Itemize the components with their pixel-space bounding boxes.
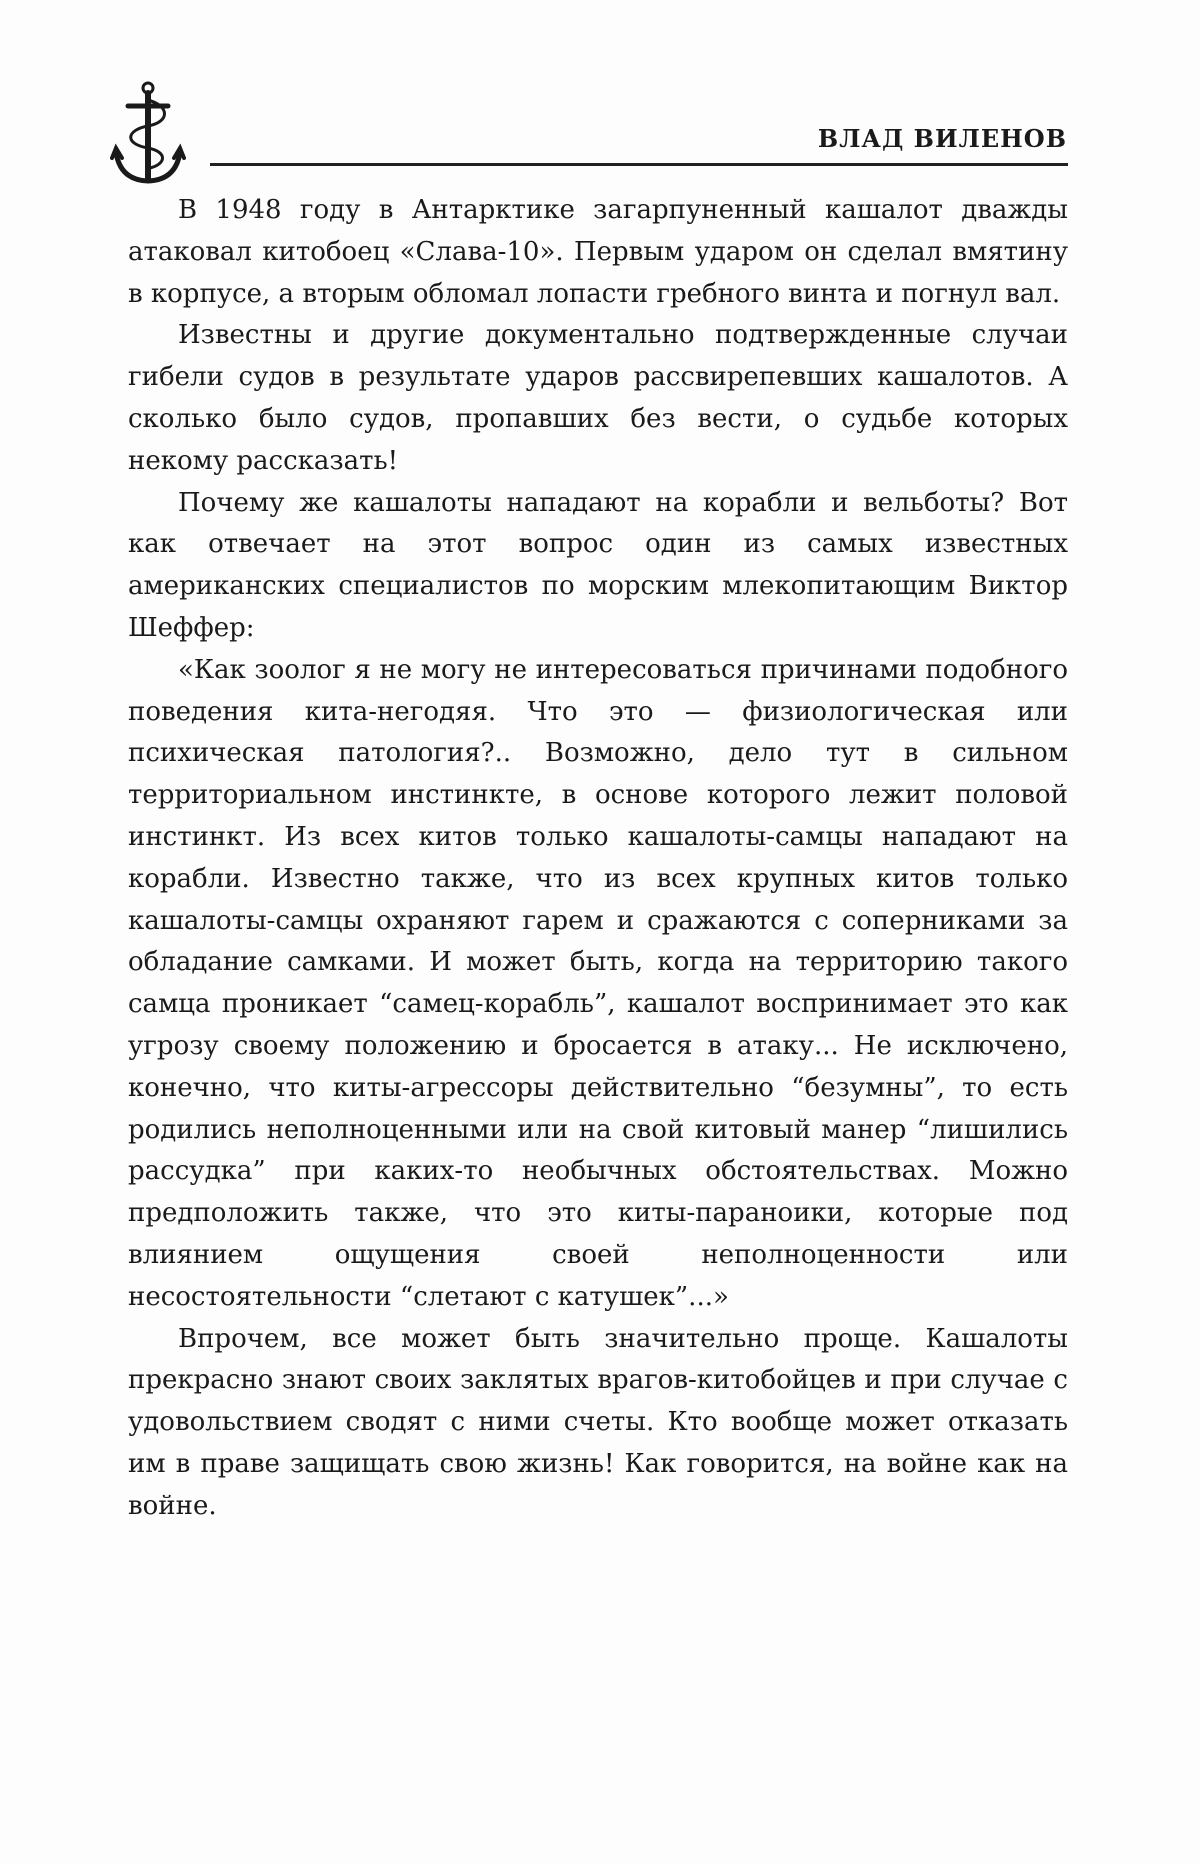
anchor-icon — [110, 80, 186, 190]
paragraph: Почему же кашалоты нападают на корабли и вельботы? Вот как отвечает на этот вопрос один из самых известных американских специалистов по морским млекопитающим Виктор Шеффер: — [128, 487, 1068, 643]
quote-paragraph: «Как зоолог я не могу не интересоваться причинами подобного поведения кита-негодяя. Что это — физиологическая или психическая патология?.. Возможно, дело тут в сильном территориальном инстинкте, в основе которого лежит половой инстинкт. Из всех китов только кашалоты-самцы нападают на корабли. Известно также, что из всех крупных китов только кашалоты-самцы охраняют гарем и сражаются с соперниками за обладание самками. И может быть, когда на территорию такого самца проникает “самец-корабль”, кашалот воспринимает это как угрозу своему положению и бросается в атаку... Не исключено, конечно, что киты-агрессоры действительно “безумны”, то есть родились неполноценными или на свой китовый манер “лишились рассудка” при каких-то необычных обстоятельствах. Можно предположить также, что это киты-параноики, которые под влиянием ощущения своей неполноценности или несостоятельности “слетают с катушек”...» — [128, 654, 1068, 1312]
paragraph: Впрочем, все может быть значительно проще. Кашалоты прекрасно знают своих заклятых врагов-китобойцев и при случае с удовольствием сводят с ними счеты. Кто вообще может отказать им в праве защищать свою жизнь! Как говорится, на войне как на войне. — [128, 1323, 1068, 1521]
running-head: ВЛАД ВИЛЕНОВ — [817, 124, 1067, 153]
header-rule — [210, 163, 1068, 166]
body-text — [128, 190, 1068, 1528]
paragraph: Известны и другие документально подтвержденные случаи гибели судов в результате ударов рассвирепевших кашалотов. А сколько было судов, пропавших без вести, о судьбе которых некому рассказать! — [128, 320, 1068, 476]
paragraph: В 1948 году в Антарктике загарпуненный кашалот дважды атаковал китобоец «Слава-10». Первым ударом он сделал вмятину в корпусе, а вторым обломал лопасти гребного винта и погнул вал. — [128, 195, 1068, 309]
